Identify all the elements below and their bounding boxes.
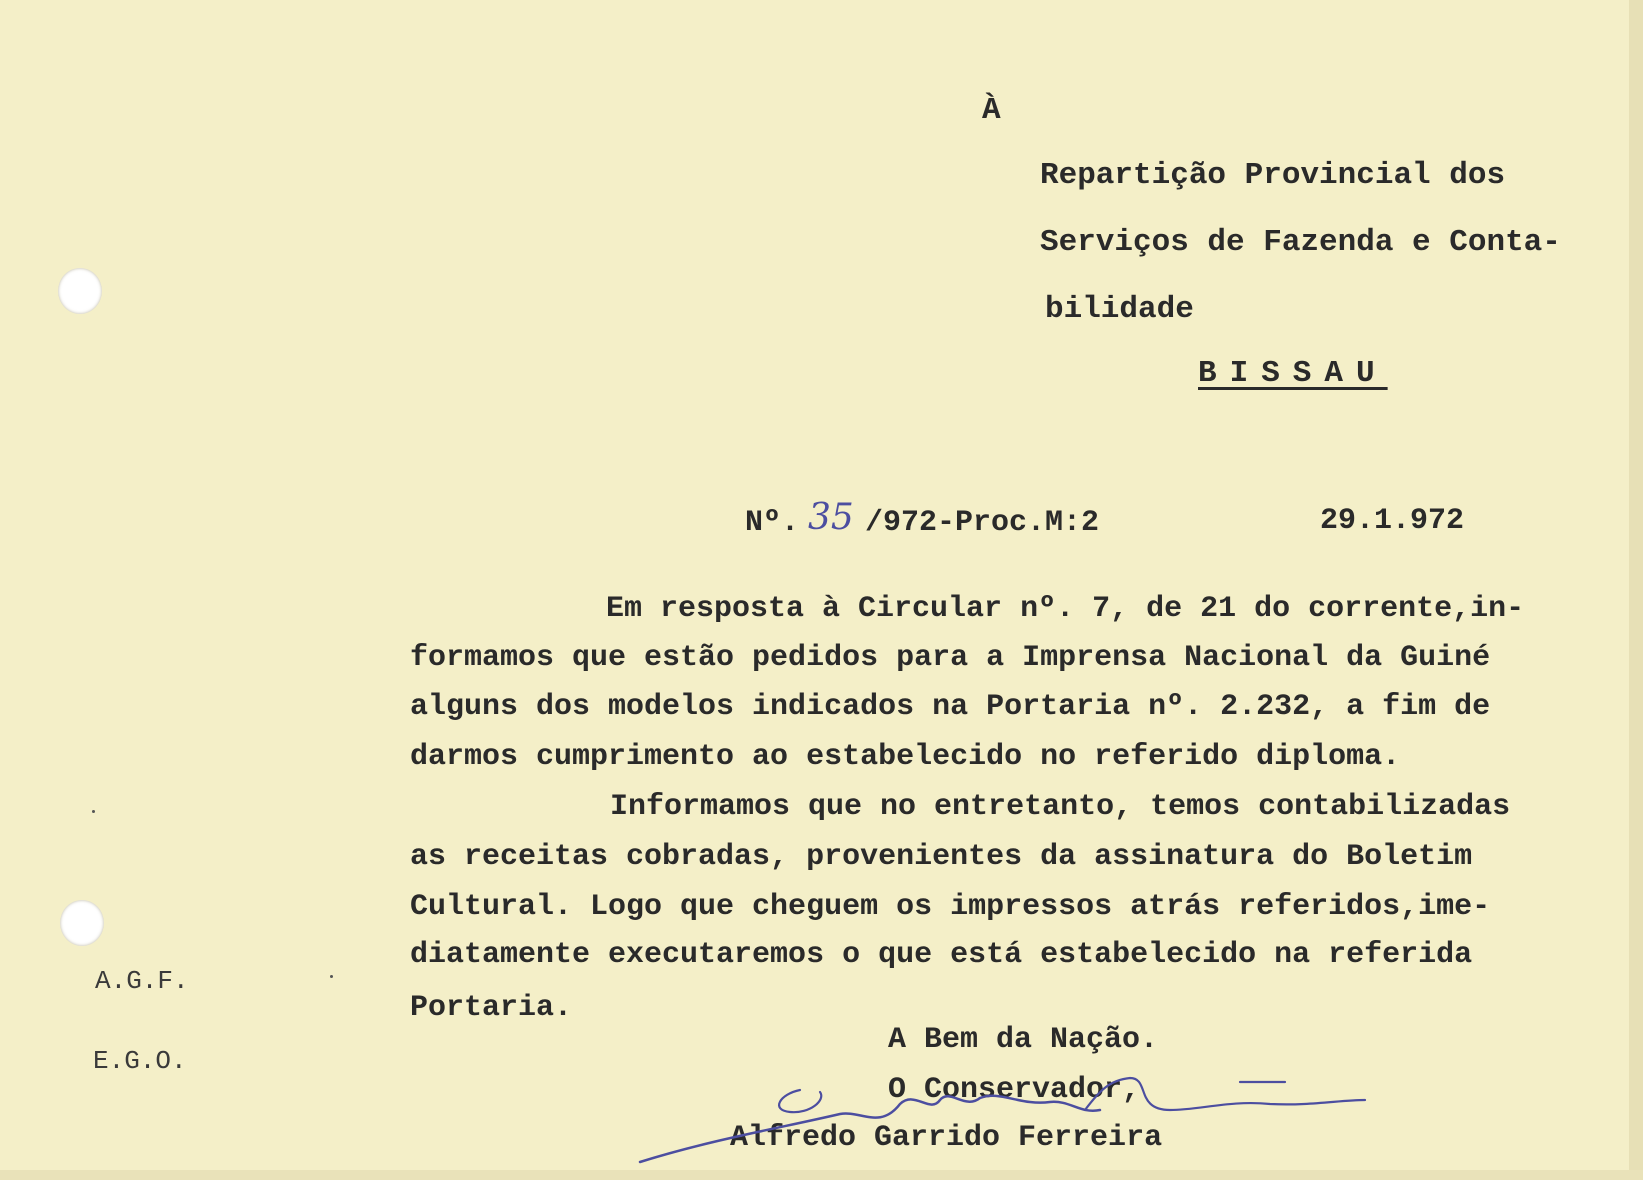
body-line: Em resposta à Circular nº. 7, de 21 do corrente,in- — [606, 592, 1525, 626]
body-line: as receitas cobradas, provenientes da assinatura do Boletim — [410, 840, 1473, 874]
closing-salutation: A Bem da Nação. — [888, 1023, 1159, 1057]
body-line: alguns dos modelos indicados na Portaria nº. 2.232, a fim de — [410, 690, 1491, 724]
addressee-prefix: À — [982, 93, 1001, 128]
body-line: Portaria. — [410, 991, 573, 1025]
body-line: Cultural. Logo que cheguem os impressos atrás referidos,ime- — [410, 890, 1491, 924]
body-line: Informamos que no entretanto, temos contabilizadas — [610, 790, 1511, 824]
closing-title: O Conservador, — [888, 1073, 1141, 1107]
ink-speck — [92, 810, 95, 813]
body-line: diatamente executaremos o que está estabelecido na referida — [410, 938, 1473, 972]
body-line: darmos cumprimento ao estabelecido no referido diploma. — [410, 740, 1401, 774]
reference-handwritten-number: 35 — [808, 497, 854, 538]
addressee-line-1: Repartição Provincial dos — [1040, 158, 1506, 193]
body-line: formamos que estão pedidos para a Imprensa Nacional da Guiné — [410, 641, 1491, 675]
initials-first: A.G.F. — [95, 966, 189, 996]
addressee-line-3: bilidade — [1045, 292, 1194, 327]
reference-prefix: Nº. — [745, 506, 800, 540]
ink-speck — [330, 975, 333, 978]
reference-suffix: /972-Proc.M:2 — [865, 506, 1100, 540]
signature — [630, 1070, 1370, 1180]
addressee-line-2: Serviços de Fazenda e Conta- — [1040, 225, 1561, 260]
addressee-city: BISSAU — [1198, 356, 1388, 391]
punch-hole-bottom — [60, 900, 104, 946]
reference-date: 29.1.972 — [1320, 504, 1465, 538]
punch-hole-top — [58, 268, 102, 314]
closing-name: Alfredo Garrido Ferreira — [730, 1121, 1163, 1155]
paper-edge-right — [1629, 0, 1643, 1180]
initials-second: E.G.O. — [93, 1046, 187, 1076]
